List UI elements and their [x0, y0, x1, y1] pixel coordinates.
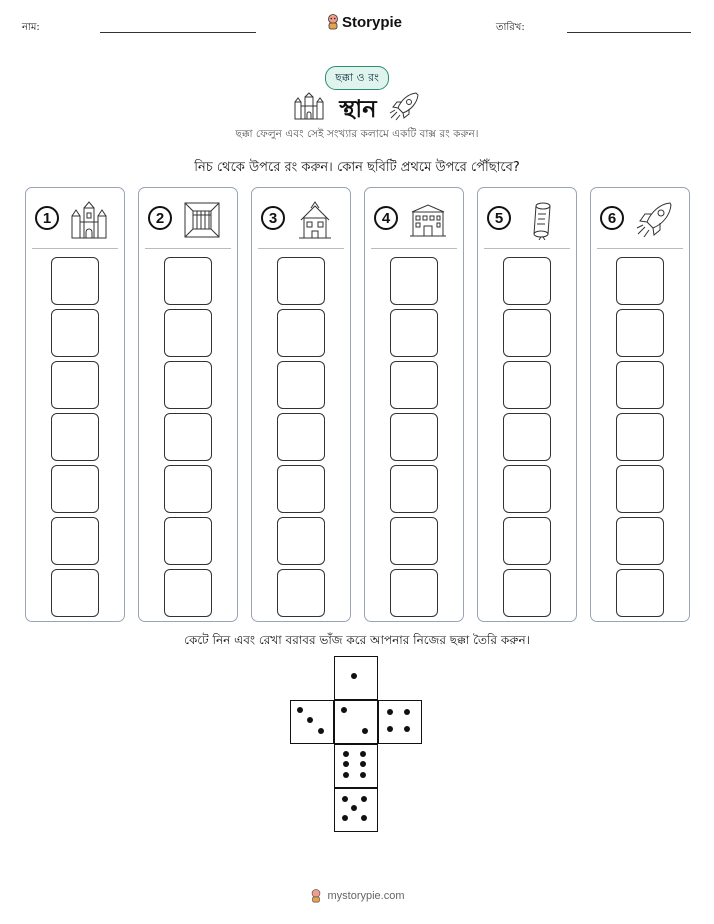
- color-box[interactable]: [51, 413, 99, 461]
- pip: [360, 761, 366, 767]
- color-box[interactable]: [51, 465, 99, 513]
- color-box[interactable]: [390, 465, 438, 513]
- color-box[interactable]: [51, 361, 99, 409]
- die-face-4: [378, 700, 422, 744]
- color-box[interactable]: [277, 465, 325, 513]
- column-4: [364, 187, 464, 622]
- color-box[interactable]: [164, 309, 212, 357]
- pip: [351, 673, 357, 679]
- pip: [360, 751, 366, 757]
- storypie-mascot-icon: [309, 889, 323, 903]
- color-box[interactable]: [51, 257, 99, 305]
- color-box[interactable]: [164, 569, 212, 617]
- pip: [362, 728, 368, 734]
- column-3: [251, 187, 351, 622]
- pip: [404, 726, 410, 732]
- color-box[interactable]: [616, 465, 664, 513]
- column-number: 5: [487, 206, 511, 230]
- date-label: তারিখ:: [496, 22, 525, 33]
- brand-logo: [326, 14, 403, 32]
- instruction: নিচ থেকে উপরে রং করুন। কোন ছবিটি প্রথমে উপরে পৌঁছাবে?: [194, 160, 520, 175]
- color-box[interactable]: [503, 569, 551, 617]
- color-box[interactable]: [51, 517, 99, 565]
- color-box[interactable]: [164, 413, 212, 461]
- footer: [0, 889, 714, 903]
- column-2: [138, 187, 238, 622]
- pip: [343, 772, 349, 778]
- column-number: 6: [600, 206, 624, 230]
- column-number: 3: [261, 206, 285, 230]
- column-divider: [145, 248, 231, 249]
- column-divider: [32, 248, 118, 249]
- pip: [387, 709, 393, 715]
- color-box[interactable]: [277, 257, 325, 305]
- pip: [404, 709, 410, 715]
- pip: [297, 707, 303, 713]
- castle-icon: [69, 200, 109, 240]
- name-line[interactable]: [100, 32, 256, 33]
- die-face-5: [334, 788, 378, 832]
- page-title: স্থান: [339, 95, 377, 123]
- column-divider: [258, 248, 344, 249]
- color-box[interactable]: [390, 309, 438, 357]
- color-box[interactable]: [390, 413, 438, 461]
- die-face-6: [334, 744, 378, 788]
- footer-url[interactable]: mystorypie.com: [327, 889, 405, 902]
- pip: [343, 761, 349, 767]
- color-box[interactable]: [616, 517, 664, 565]
- pip: [361, 815, 367, 821]
- pip: [351, 805, 357, 811]
- color-box[interactable]: [277, 361, 325, 409]
- color-box[interactable]: [164, 257, 212, 305]
- color-box[interactable]: [616, 361, 664, 409]
- brand-name: Storypie: [342, 14, 403, 31]
- rocket-title-icon: [388, 91, 420, 121]
- subtitle: ছক্কা ফেলুন এবং সেই সংখ্যার কলামে একটি বাক্স রং করুন।: [235, 128, 479, 140]
- color-box[interactable]: [616, 257, 664, 305]
- castle-title-icon: [293, 92, 325, 120]
- color-box[interactable]: [390, 257, 438, 305]
- color-box[interactable]: [51, 569, 99, 617]
- die-face-1: [334, 656, 378, 700]
- date-line[interactable]: [567, 32, 691, 33]
- color-box[interactable]: [277, 517, 325, 565]
- color-box[interactable]: [616, 569, 664, 617]
- pip: [343, 751, 349, 757]
- category-badge: ছক্কা ও রং: [325, 66, 389, 90]
- column-1: [25, 187, 125, 622]
- prison-window-icon: [182, 200, 222, 240]
- column-divider: [371, 248, 457, 249]
- color-box[interactable]: [164, 465, 212, 513]
- pip: [341, 707, 347, 713]
- cut-instruction: কেটে নিন এবং রেখা বরাবর ভাঁজ করে আপনার নিজের ছক্কা তৈরি করুন।: [184, 633, 530, 647]
- color-box[interactable]: [616, 309, 664, 357]
- pip: [387, 726, 393, 732]
- color-box[interactable]: [277, 569, 325, 617]
- column-divider: [597, 248, 683, 249]
- column-number: 2: [148, 206, 172, 230]
- column-6: [590, 187, 690, 622]
- pip: [342, 796, 348, 802]
- color-box[interactable]: [164, 517, 212, 565]
- color-box[interactable]: [390, 517, 438, 565]
- pip: [361, 796, 367, 802]
- pip: [360, 772, 366, 778]
- pip: [307, 717, 313, 723]
- color-box[interactable]: [503, 257, 551, 305]
- color-box[interactable]: [503, 413, 551, 461]
- color-box[interactable]: [277, 309, 325, 357]
- color-box[interactable]: [164, 361, 212, 409]
- name-label: নাম:: [22, 22, 40, 33]
- color-box[interactable]: [277, 413, 325, 461]
- building-icon: [408, 200, 448, 240]
- color-box[interactable]: [390, 569, 438, 617]
- column-5: [477, 187, 577, 622]
- scroll-icon: [521, 200, 561, 240]
- column-number: 4: [374, 206, 398, 230]
- storypie-mascot-icon: [326, 14, 340, 30]
- color-box[interactable]: [390, 361, 438, 409]
- column-number: 1: [35, 206, 59, 230]
- column-divider: [484, 248, 570, 249]
- die-face-2: [334, 700, 378, 744]
- haunted-house-icon: [295, 200, 335, 240]
- color-box[interactable]: [51, 309, 99, 357]
- die-face-3: [290, 700, 334, 744]
- pip: [342, 815, 348, 821]
- color-box[interactable]: [503, 465, 551, 513]
- color-box[interactable]: [503, 517, 551, 565]
- color-box[interactable]: [503, 309, 551, 357]
- color-box[interactable]: [503, 361, 551, 409]
- pip: [318, 728, 324, 734]
- color-box[interactable]: [616, 413, 664, 461]
- rocket-icon: [634, 200, 674, 240]
